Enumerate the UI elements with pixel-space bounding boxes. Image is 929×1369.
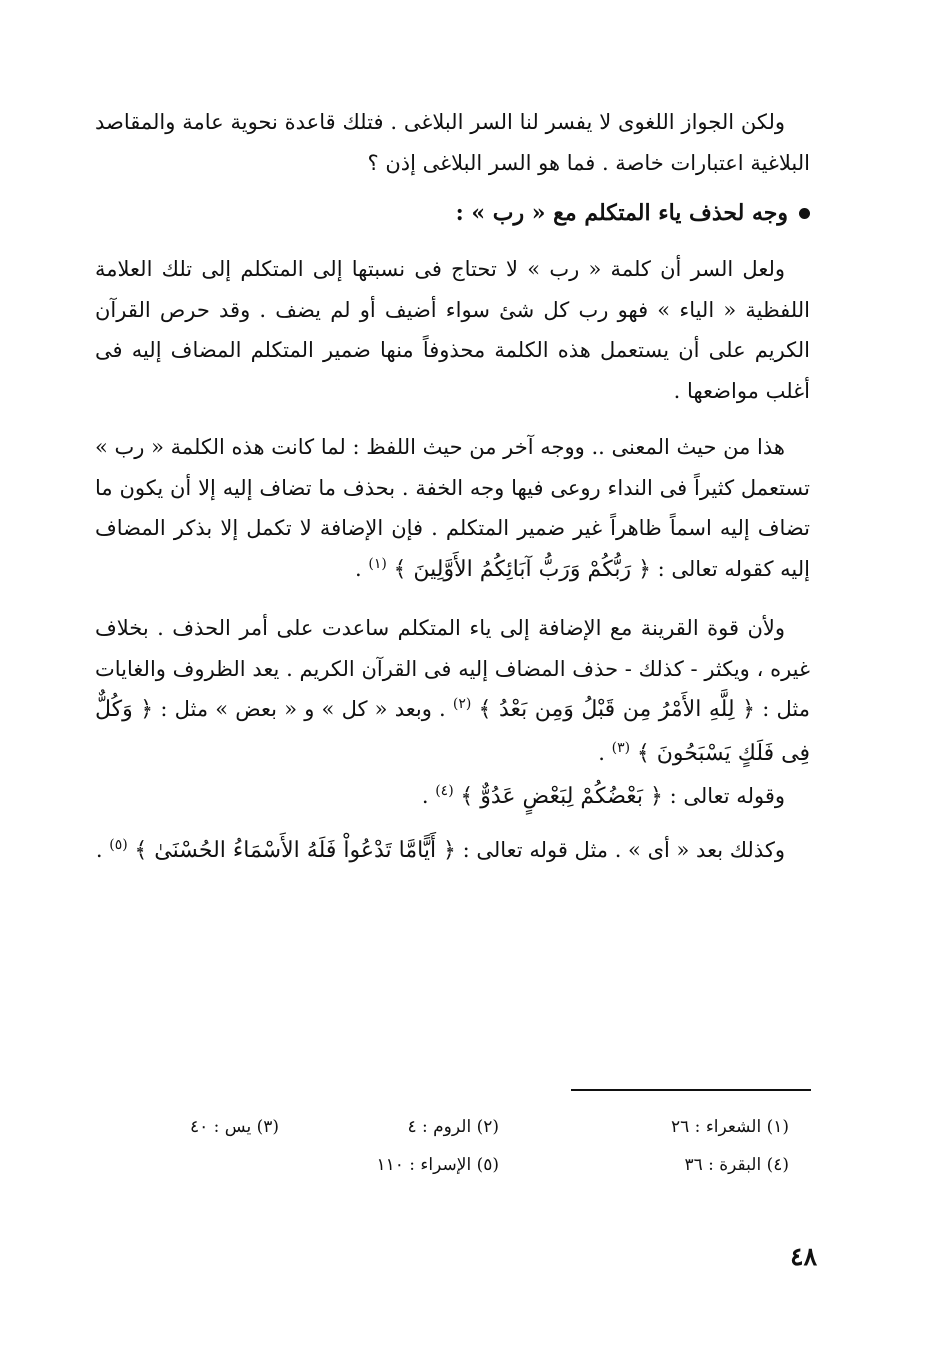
main-text [95,102,810,873]
paragraph-4-text: وقوله تعالى : [669,784,785,808]
paragraph-5 [95,830,810,874]
paragraph-4 [95,776,810,820]
paragraph-3 [95,608,810,776]
footnote-ref: (٢) [452,696,472,712]
section-heading-text: وجه لحذف ياء المتكلم مع « رب » : [455,200,788,226]
footnote-ref: (١) [368,555,387,572]
footnote-1: (١) الشعراء : ٢٦ [671,1117,789,1137]
quran-quote: ﴿ أَيًّامَّا تَدْعُواْ فَلَهُ الأَسْمَاءُ الحُسْنَىٰ ﴾ [134,837,456,863]
quran-quote: ﴿ لِلَّهِ الأَمْرُ مِن قَبْلُ وَمِن بَعْدُ ﴾ [478,697,755,722]
paragraph-2-text: هذا من حيث المعنى .. ووجه آخر من حيث اللفظ : لما كانت هذه الكلمة « رب » تستعمل كثيراً فى النداء روعى فيها وجه الخفة . بحذف ما تضاف إليه إلا أن يكون ما تضاف إليه اسماً ظاهراً غير ضمير المتكلم . فإن الإضافة لا تكمل إلا بذكر المضاف إليه كقوله تعالى : [95,435,810,581]
footnote-4: (٤) البقرة : ٣٦ [684,1155,789,1175]
sentence-end: . [354,556,362,581]
sentence-end: . [95,837,103,862]
quran-quote: ﴿ بَعْضُكُمْ لِبَعْضٍ عَدُوٌّ ﴾ [460,784,663,809]
sentence-end: . [421,784,429,808]
quran-quote: ﴿ رَبُّكُمْ وَرَبُّ آبَائِكُمُ الأَوَّلِينَ ﴾ [393,556,651,582]
paragraph-3-mid: . وبعد « كل » و « بعض » مثل : [160,697,446,721]
paragraph-2 [95,427,810,592]
footnote-ref: (٥) [109,836,128,853]
footnote-divider [571,1089,811,1091]
paragraph-1: ولعل السر أن كلمة « رب » لا تحتاج فى نسبتها إلى المتكلم إلى تلك العلامة اللفظية « الياء » فهو رب كل شئ سواء أضيف أو لم يضف . وقد حرص القرآن الكريم على أن يستعمل هذه الكلمة محذوفاً منها ضمير المتكلم المضاف إليه فى أغلب مواضعها . [95,257,810,403]
section-heading [95,193,810,233]
footnote-ref: (٣) [611,739,631,756]
footnote-3: (٣) يس : ٤٠ [189,1117,279,1137]
paragraph-5-text: وكذلك بعد « أى » . مثل قوله تعالى : [462,837,785,862]
footnote-5: (٥) الإسراء : ١١٠ [376,1155,499,1175]
intro-paragraph: ولكن الجواز اللغوى لا يفسر لنا السر البلاغى . فتلك قاعدة نحوية عامة والمقاصد البلاغية اعتبارات خاصة . فما هو السر البلاغى إذن ؟ [95,110,810,175]
bullet-icon [799,208,810,219]
sentence-end: . [598,740,605,765]
footnote-2: (٢) الروم : ٤ [407,1117,499,1137]
quran-quote: ﴿ وَكُلٌّ فِى فَلَكٍ يَسْبَحُونَ ﴾ [95,697,810,766]
footnote-ref: (٤) [435,783,454,799]
page-number: ٤٨ [790,1242,817,1271]
paragraph-3-text: ولأن قوة القرينة مع الإضافة إلى ياء المتكلم ساعدت على أمر الحذف . بخلاف غيره ، ويكثر - كذلك - حذف المضاف إليه فى القرآن الكريم . يعد الظروف والغايات مثل : [95,616,810,721]
